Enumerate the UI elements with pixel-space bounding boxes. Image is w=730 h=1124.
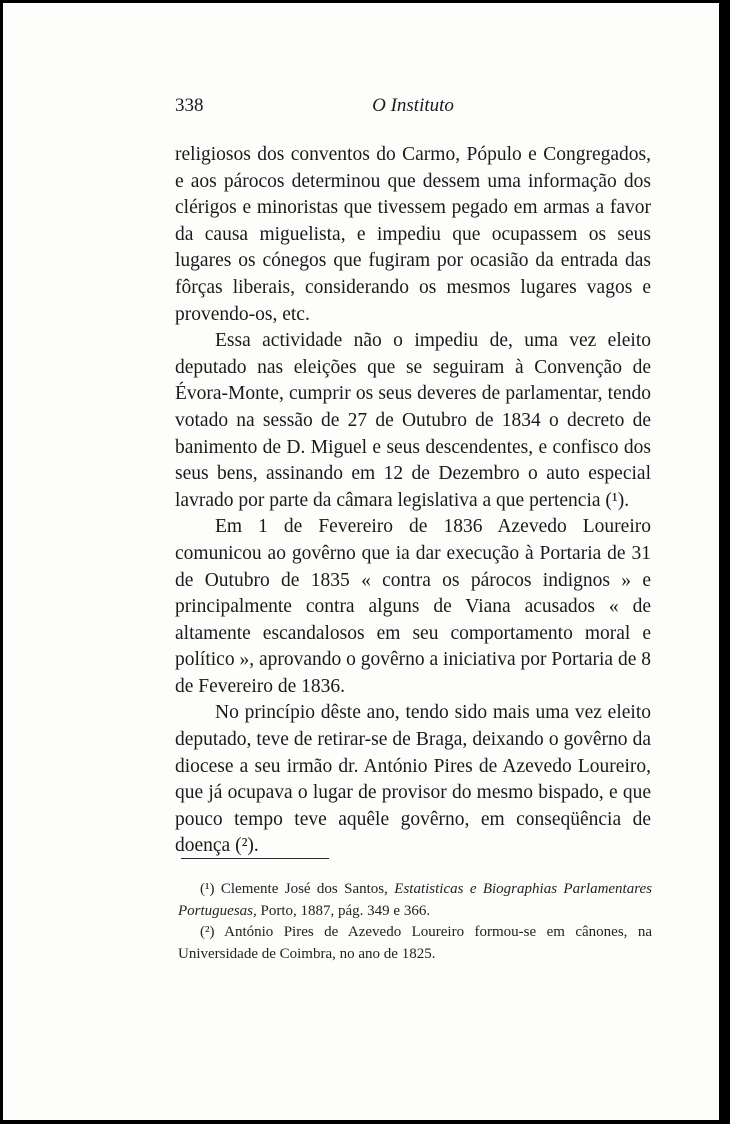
paragraph-1: religiosos dos conventos do Carmo, Pópulo e Congregados, e aos párocos determinou que dessem uma informação dos clérigos e minoristas que tivessem pegado em armas a favor da causa miguelista, e impediu que ocupassem os seus lugares os cónegos que fugiram por ocasião da entrada das fôrças liberais, considerando os mesmos lugares vagos e provendo-os, etc.: [175, 144, 651, 325]
footnote-1-author: Clemente José dos Santos,: [220, 881, 388, 897]
body-text: [175, 142, 651, 860]
paragraph-4-text: No princípio dêste ano, tendo sido mais uma vez eleito deputado, teve de retirar-se de Braga, deixando o govêrno da diocese a seu irmão dr. António Pires de Azevedo Loureiro, que já ocupava o lugar de provisor do mesmo bispado, e que pouco tempo teve aquêle govêrno, em conseqüência de doença: [175, 702, 651, 857]
footnote-1-rest: Porto, 1887, pág. 349 e 366.: [260, 902, 431, 919]
page-number: 338: [175, 95, 204, 116]
footnote-2-text: António Pires de Azevedo Loureiro formou-se em cânones, na Universidade de Coimbra, no ano de 1825.: [178, 924, 652, 962]
running-title: O Instituto: [372, 95, 454, 116]
paragraph-4: [175, 700, 651, 860]
footnote-2: [178, 922, 652, 965]
paragraph-2-text: Essa actividade não o impediu de, uma vez eleito deputado nas eleições que se seguiram à Convenção de Évora-Monte, cumprir os seus deveres de parlamentar, tendo votado na sessão de 27 de Outubro de 1834 o decreto de banimento de D. Miguel e seus descendentes, e confisco dos seus bens, assinando em 12 de Dezembro o auto especial lavrado por parte da câmara legislativa a que pertencia: [175, 330, 651, 511]
paragraph-2: [175, 328, 651, 514]
page-header: [175, 95, 651, 119]
book-page: [3, 3, 719, 1120]
footnote-ref-2: (²).: [235, 835, 259, 857]
footnote-1: [178, 879, 652, 922]
footnote-ref-1: (¹).: [605, 489, 630, 511]
paragraph-3: Em 1 de Fevereiro de 1836 Azevedo Loureiro comunicou ao govêrno que ia dar execução à Portaria de 31 de Outubro de 1835 « contra os párocos indignos » e principalmente contra alguns de Viana acusados « de altamente escandalosos em seu comportamento moral e político », aprovando o govêrno a iniciativa por Portaria de 8 de Fevereiro de 1836.: [175, 516, 651, 697]
footnote-divider: [181, 858, 329, 859]
footnote-1-title: Estatisticas e Biographias Parlamentares Portuguesas,: [178, 881, 653, 919]
footnotes: [178, 879, 652, 965]
footnote-1-mark: (¹): [200, 881, 215, 897]
footnote-2-mark: (²): [200, 924, 215, 940]
